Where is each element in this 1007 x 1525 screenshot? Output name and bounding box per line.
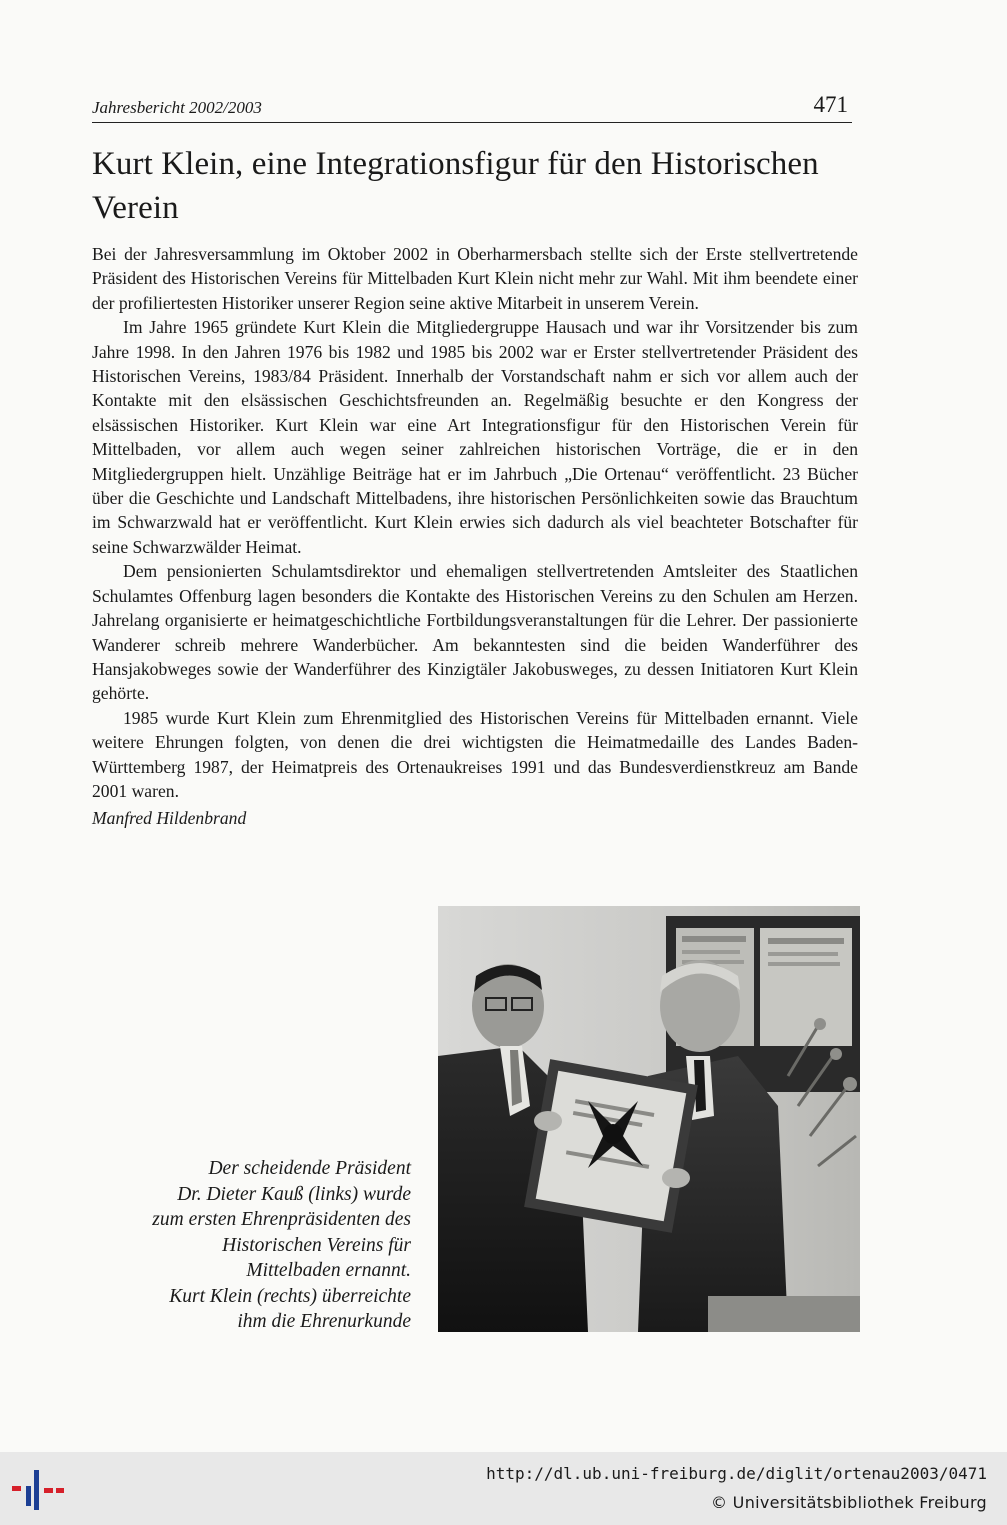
paragraph: 1985 wurde Kurt Klein zum Ehrenmitglied des Historischen Vereins für Mittelbaden ernannt. Viele weitere Ehrungen folgten, von denen die drei wichtigsten die Heimatmedaille des Landes Baden-Württemberg 1987, der Heimatpreis des Ortenaukreises 1991 und das Bundesverdienstkreuz am Bande 2001 waren. xyxy=(92,707,858,801)
caption-line: Der scheidende Präsident xyxy=(208,1158,411,1179)
permalink-url[interactable]: http://dl.ub.uni-freiburg.de/diglit/ortenau2003/0471 xyxy=(486,1464,987,1483)
paragraph: Bei der Jahresversammlung im Oktober 2002 in Oberharmersbach stellte sich der Erste stellvertretende Präsident des Historischen Vereins für Mittelbaden Kurt Klein nicht mehr zur Wahl. Mit ihm beendete einer der profiliertesten Historiker unserer Region seine aktive Mitarbeit in unserem Verein. xyxy=(92,244,858,313)
author-signature: Manfred Hildenbrand xyxy=(92,808,247,829)
caption-line: zum ersten Ehrenpräsidenten des xyxy=(152,1209,411,1230)
article-body xyxy=(92,242,858,831)
paragraph: Im Jahre 1965 gründete Kurt Klein die Mitgliedergruppe Hausach und war ihr Vorsitzender bis zum Jahre 1998. In den Jahren 1976 bis 1982 und 1985 bis 2002 war er Erster stellvertretender Präsident des Historischen Vereins, 1983/84 Präsident. Innerhalb der Vorstandschaft nahm er sich vor allem auch der Kontakte mit den elsässischen Geschichtsfreunden an. Regelmäßig besuchte er den Kongress der elsässischen Historiker. Kurt Klein war eine Art Integrationsfigur für den Historischen Verein für Mittelbaden, vor allem auch wegen seiner zahlreichen historischen Vorträge, die er in den Mitgliedergruppen hielt. Unzählige Beiträge hat er im Jahrbuch „Die Ortenau“ veröffentlicht. 23 Bücher über die Geschichte und Landschaft Mittelbadens, ihre historischen Persönlichkeiten sowie das Brauchtum im Schwarzwald hat er veröffentlicht. Kurt Klein erwies sich dadurch als viel beachteter Botschafter für seine Schwarzwälder Heimat. xyxy=(92,317,858,557)
caption-line: ihm die Ehrenurkunde xyxy=(237,1311,411,1332)
caption-line: Historischen Vereins für xyxy=(222,1234,411,1256)
caption-line: Dr. Dieter Kauß (links) wurde xyxy=(177,1183,411,1205)
library-logo-icon xyxy=(12,1466,64,1514)
award-photo xyxy=(438,906,860,1332)
caption-line: Kurt Klein (rechts) überreichte xyxy=(169,1285,411,1307)
running-title: Jahresbericht 2002/2003 xyxy=(92,98,262,117)
article-title: Kurt Klein, eine Integrationsfigur für den Historischen Verein xyxy=(92,146,819,226)
copyright-notice: © Universitätsbibliothek Freiburg xyxy=(711,1493,987,1512)
photo-caption xyxy=(81,1156,411,1335)
caption-line: Mittelbaden ernannt. xyxy=(246,1260,411,1281)
running-header xyxy=(92,94,852,123)
page-number: 471 xyxy=(813,92,848,117)
paragraph: Dem pensionierten Schulamtsdirektor und ehemaligen stellvertretenden Amtsleiter des Staatlichen Schulamtes Offenburg lagen besonders die Kontakte des Historischen Vereins zu den Schulen am Herzen. Jahrelang organisierte er heimatgeschichtliche Fortbildungsveranstaltungen für die Lehrer. Der passionierte Wanderer schreib mehrere Wanderbücher. Am bekanntesten sind die beiden Wanderführer des Hansjakobweges sowie der Wanderführer des Kinzigtäler Jakobusweges, zu dessen Initiatoren Kurt Klein gehörte. xyxy=(92,561,858,704)
library-footer xyxy=(0,1452,1007,1525)
